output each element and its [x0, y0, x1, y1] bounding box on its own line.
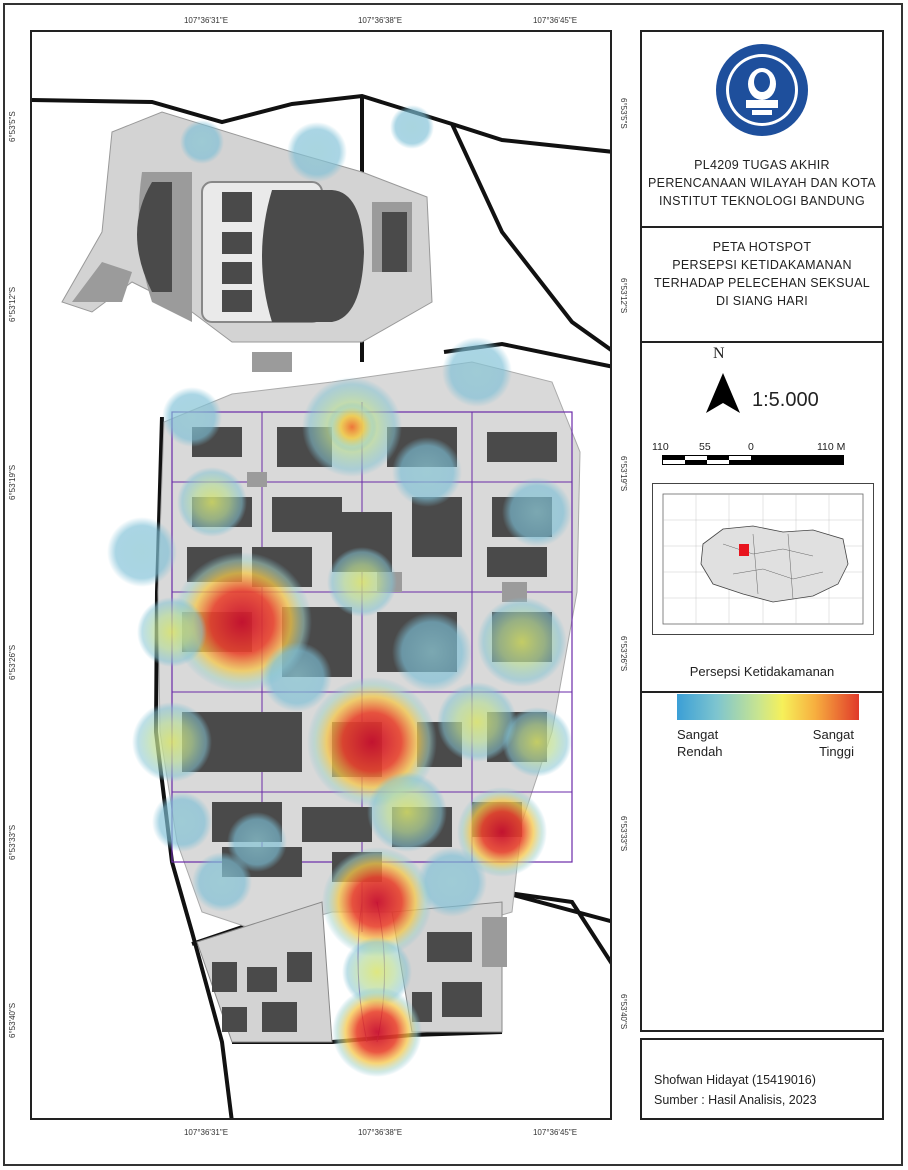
north-label: N [713, 345, 725, 362]
header-line-2: PERENCANAAN WILAYAH DAN KOTA [648, 176, 876, 190]
latitude-label-left-6: 6°53'40"S [8, 1002, 17, 1038]
longitude-label-bottom-3: 107°36'45"E [532, 1128, 578, 1137]
latitude-label-left-5: 6°53'33"S [8, 824, 17, 860]
legend-high-line-2: Tinggi [819, 744, 854, 759]
main-map [30, 30, 612, 1120]
map-title-line-3: TERHADAP PELECEHAN SEKSUAL [654, 276, 870, 290]
latitude-label-right-4: 6°53'26"S [619, 636, 628, 672]
legend-high-label [813, 726, 854, 760]
scale-ratio: 1:5.000 [752, 389, 819, 411]
latitude-label-left-2: 6°53'12"S [8, 286, 17, 322]
legend-gradient [677, 694, 859, 720]
longitude-label-top-2: 107°36'38"E [357, 16, 403, 25]
header-line-3: INSTITUT TEKNOLOGI BANDUNG [659, 194, 865, 208]
map-title-line-1: PETA HOTSPOT [712, 240, 812, 254]
credit-box [640, 1038, 884, 1120]
credit-author: Shofwan Hidayat (15419016) [654, 1073, 816, 1087]
org-title [642, 156, 882, 210]
inset-map [652, 483, 874, 635]
latitude-label-right-6: 6°53'40"S [619, 994, 628, 1030]
title-box [642, 228, 882, 343]
inset-map-svg [653, 484, 873, 634]
scale-bar [662, 455, 844, 465]
itb-logo-icon [714, 42, 810, 138]
latitude-label-left-3: 6°53'19"S [8, 464, 17, 500]
longitude-label-top-1: 107°36'31"E [183, 16, 229, 25]
scale-label-110-left: 110 [652, 441, 669, 453]
latitude-label-left-4: 6°53'26"S [8, 644, 17, 680]
credit-text [654, 1070, 817, 1110]
latitude-label-right-5: 6°53'33"S [619, 816, 628, 852]
longitude-label-bottom-1: 107°36'31"E [183, 1128, 229, 1137]
latitude-label-right-1: 6°53'5"S [619, 98, 628, 129]
latitude-label-right-2: 6°53'12"S [619, 278, 628, 314]
legend-low-line-1: Sangat [677, 727, 719, 742]
scale-label-110-right: 110 M [817, 441, 846, 453]
campus-map-svg [32, 32, 612, 1120]
map-title [642, 238, 882, 310]
scale-label-55: 55 [699, 441, 711, 453]
legend-title: Persepsi Ketidakamanan [689, 664, 835, 679]
longitude-label-top-3: 107°36'45"E [532, 16, 578, 25]
legend-box [642, 343, 882, 693]
north-arrow-icon [698, 351, 748, 431]
map-title-line-2: PERSEPSI KETIDAKAMANAN [672, 258, 852, 272]
stadium-area [62, 112, 432, 372]
longitude-label-bottom-2: 107°36'38"E [357, 1128, 403, 1137]
header-line-1: PL4209 TUGAS AKHIR [694, 158, 830, 172]
latitude-label-left-1: 6°53'5"S [8, 111, 17, 142]
header-box [642, 32, 882, 228]
legend-high-line-1: Sangat [812, 727, 854, 742]
info-panel [640, 30, 884, 1032]
legend-low-label [677, 726, 723, 760]
map-title-line-4: DI SIANG HARI [715, 294, 809, 308]
legend-low-line-2: Rendah [677, 744, 723, 759]
scale-label-0: 0 [748, 441, 754, 453]
latitude-label-right-3: 6°53'19"S [619, 456, 628, 492]
credit-source: Sumber : Hasil Analisis, 2023 [654, 1093, 817, 1107]
